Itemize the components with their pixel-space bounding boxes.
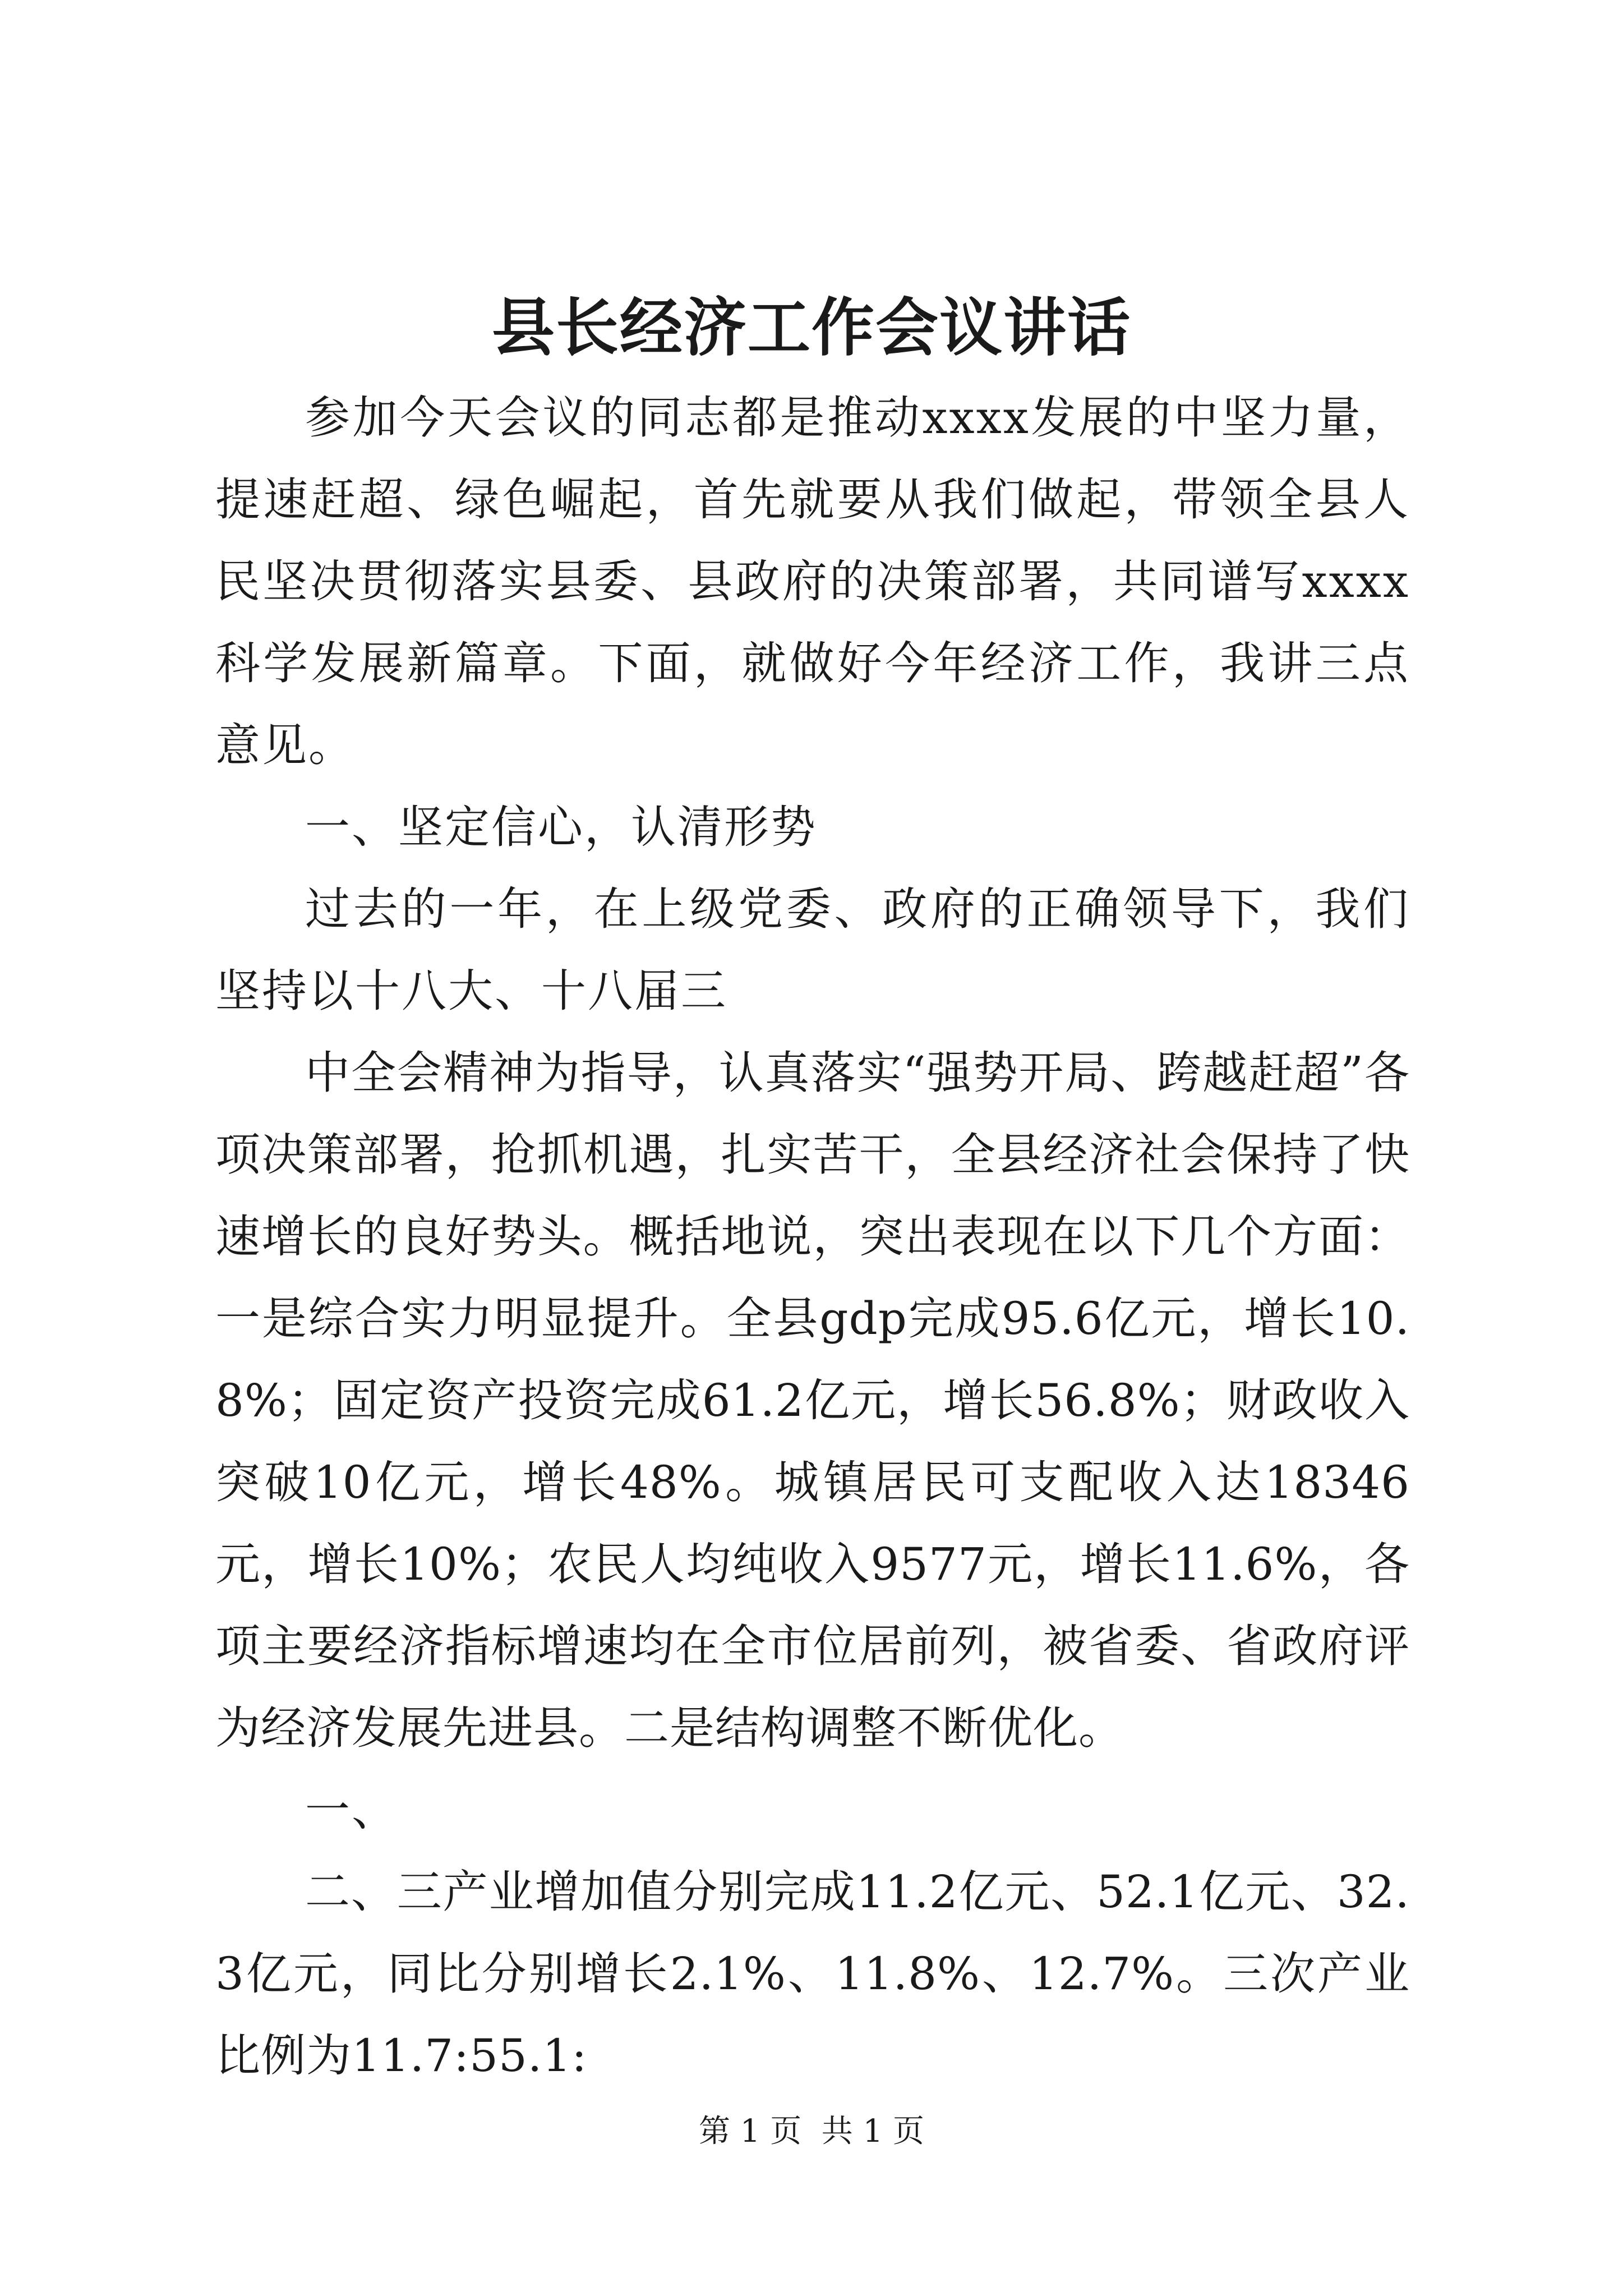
- page-number-label: 第 1 页 共 1 页: [698, 2113, 925, 2150]
- document-title: 县长经济工作会议讲话: [492, 291, 1131, 365]
- paragraph-past-year: 过去的一年，在上级党委、政府的正确领导下，我们坚持以十八大、十八届三: [215, 883, 1410, 1017]
- section-heading-1: 一、坚定信心，认清形势: [305, 801, 817, 853]
- page-footer: [0, 2109, 1623, 2154]
- paragraph-achievements: 中全会精神为指导，认真落实“强势开局、跨越赶超”各项决策部署，抢抓机遇，扎实苦干，全县经济社会保持了快速增长的良好势头。概括地说，突出表现在以下几个方面：一是综合实力明显提升。全县gdp完成95.6亿元，增长10.8%；固定资产投资完成61.2亿元，增长56.8%；财政收入突破10亿元，增长48%。城镇居民可支配收入达18346元，增长10%；农民人均纯收入9577元，增长11.6%，各项主要经济指标增速均在全市位居前列，被省委、省政府评为经济发展先进县。二是结构调整不断优化。: [215, 1047, 1410, 1754]
- paragraph-industry: 二、三产业增加值分别完成11.2亿元、52.1亿元、32.3亿元，同比分别增长2.1%、11.8%、12.7%。三次产业比例为11.7:55.1:: [215, 1866, 1410, 2082]
- paragraph-fragment: 一、: [305, 1784, 398, 1836]
- document-body: [215, 377, 1410, 2097]
- paragraph-intro: 参加今天会议的同志都是推动xxxx发展的中坚力量，提速赶超、绿色崛起，首先就要从我们做起，带领全县人民坚决贯彻落实县委、县政府的决策部署，共同谱写xxxx科学发展新篇章。下面，就做好今年经济工作，我讲三点意见。: [215, 392, 1410, 771]
